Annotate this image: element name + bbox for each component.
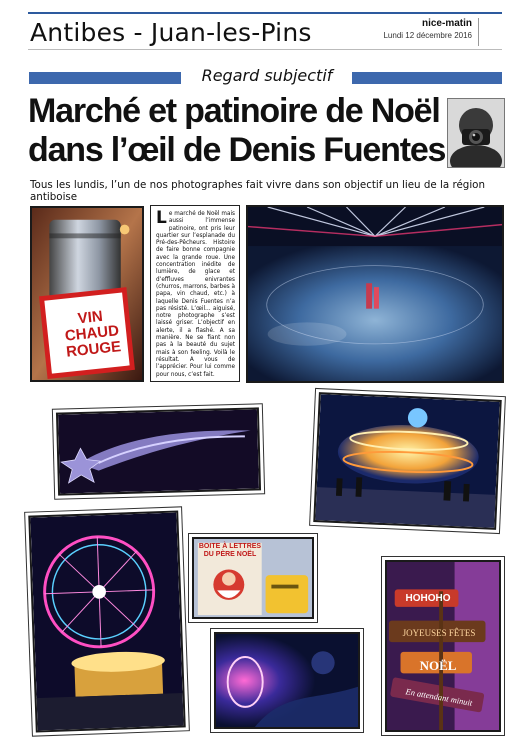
photo-lumieres-floues [214, 632, 360, 729]
photo-manege [313, 392, 501, 530]
sign-hohoho: HOHOHO [405, 593, 451, 604]
rubric-band-right [352, 72, 502, 84]
publication-date: Lundi 12 décembre 2016 [383, 31, 472, 40]
headline-line-2: dans l’œil de Denis Fuentes [28, 131, 446, 169]
photo-patinoire [246, 205, 504, 383]
photo-enseignes-neon [385, 560, 501, 732]
intro-text: Tous les lundis, l’un de nos photographes fait vivre dans son objectif un lieu de la région antiboise [30, 179, 486, 203]
sign-joyeuses-fetes: JOYEUSES FÊTES [402, 628, 476, 638]
photo-vin-chaud [30, 206, 144, 382]
photo-etoile-filante [56, 407, 261, 495]
sign-rouge: ROUGE [65, 338, 122, 361]
masthead: nice-matin [421, 18, 472, 29]
santa-box-label: BOITE À LETTRES DU PÈRE NOËL [198, 543, 262, 558]
sign-vin: VIN [76, 307, 104, 328]
photo-boite-pere-noel [192, 537, 314, 619]
rubric-label: Regard subjectif [201, 66, 333, 85]
sign-chaud: CHAUD [64, 322, 120, 345]
article-body: e marché de Noël mais aussi l’immense patinoire, ont pris leur quartier sur l’esplanade du Pré-des-Pêcheurs. Histoire de faire bonne compagnie avec la grande roue. Une concentration inédite de lumière, de glace et d’effluves enivrantes (churros, marrons, barbes à papa, vin chaud, etc.) à laquelle Denis Fuentes n’a pas résisté. L’œil… aiguisé, notre photographe s’est laissé griser. L’objectif en alerte, il a flashé. A sa manière. Ne se fiant non pas à la beauté du sujet mais à son feeling. Voilà le résultat. A vous de l’apprécier. Pour lui comme pour nous, c’est fait. [156, 211, 236, 378]
author-portrait [447, 98, 505, 168]
headline-line-1: Marché et patinoire de Noël [28, 92, 440, 130]
sign-en-attendant-minuit: En attendant minuit [404, 686, 474, 708]
drop-cap: L [156, 208, 167, 228]
rubric-band-left [29, 72, 181, 84]
headline [28, 92, 448, 170]
section-title: Antibes - Juan-les-Pins [30, 18, 312, 47]
article-text [150, 205, 240, 382]
top-rule [28, 12, 502, 14]
header-divider [478, 18, 479, 46]
photo-grande-roue [28, 510, 185, 732]
sign-noel: NOËL [419, 658, 457, 673]
header-underline [28, 49, 502, 50]
